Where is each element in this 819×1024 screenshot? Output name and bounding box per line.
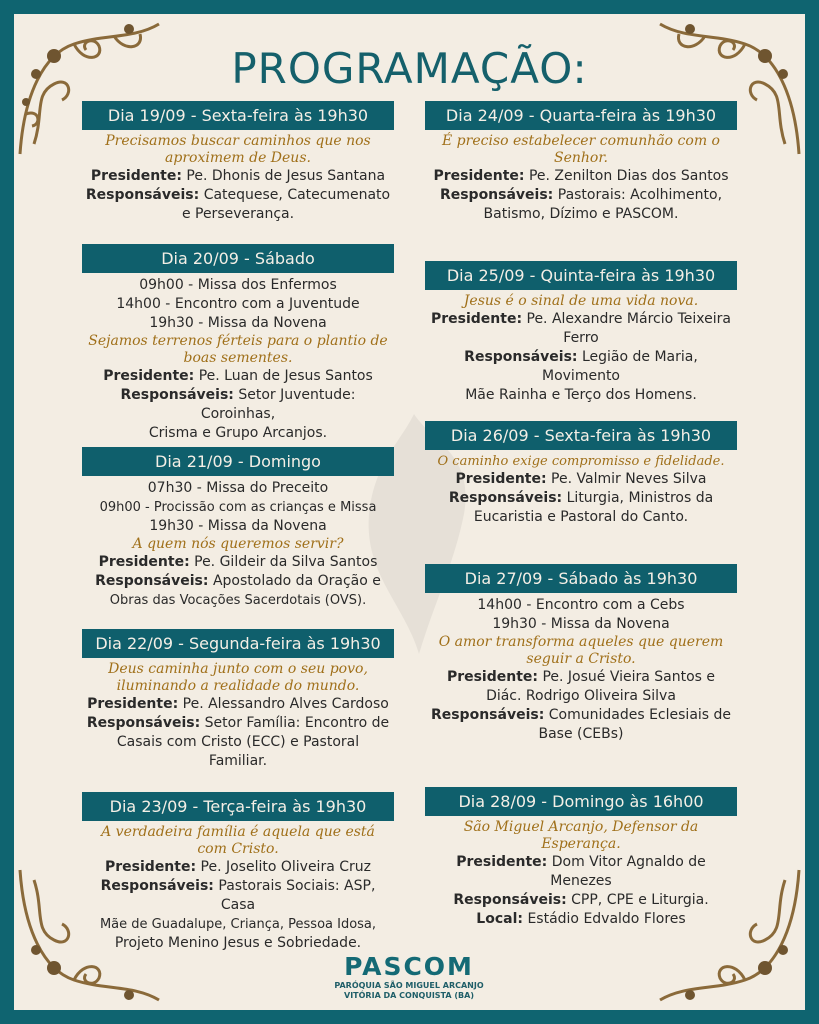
day-26-block: [425, 421, 737, 527]
day-theme: O caminho exige compromisso e fidelidade.: [437, 454, 725, 469]
responsaveis-value: CPP, CPE e Liturgia.: [571, 892, 709, 908]
day-theme: aproximem de Deus.: [165, 150, 311, 166]
pascom-footer: [324, 952, 494, 1001]
day-25-block: [425, 261, 737, 405]
responsaveis-value: Mãe de Guadalupe, Criança, Pessoa Idosa,: [99, 917, 377, 932]
presidente-value: Pe. Josué Vieira Santos e: [542, 669, 716, 685]
day-theme: O amor transforma aqueles que querem: [438, 634, 724, 650]
day-theme: com Cristo.: [197, 841, 279, 857]
schedule-item: 19h30 - Missa da Novena: [492, 616, 670, 632]
responsaveis-value: Obras das Vocações Sacerdotais (OVS).: [109, 593, 367, 608]
schedule-item: 09h00 - Procissão com as crianças e Missa: [99, 500, 377, 515]
responsaveis-value: Eucaristia e Pastoral do Canto.: [473, 509, 689, 525]
day-header: Dia 23/09 - Terça-feira às 19h30: [82, 792, 394, 821]
parish-name: PARÓQUIA SÃO MIGUEL ARCANJO: [334, 981, 484, 990]
presidente-label: Presidente:: [456, 854, 548, 870]
responsaveis-label: Responsáveis:: [453, 892, 567, 908]
day-theme: Senhor.: [554, 150, 608, 166]
local-label: Local:: [476, 911, 523, 927]
presidente-label: Presidente:: [98, 554, 190, 570]
page-title: PROGRAMAÇÃO:: [231, 44, 588, 93]
presidente-value: Pe. Gildeir da Silva Santos: [194, 554, 378, 570]
presidente-label: Presidente:: [430, 311, 523, 327]
presidente-value: Diác. Rodrigo Oliveira Silva: [486, 688, 676, 704]
responsaveis-value: Casais com Cristo (ECC) e Pastoral: [116, 734, 360, 750]
responsaveis-value: Familiar.: [208, 753, 268, 769]
responsaveis-value: Setor Família: Encontro de: [204, 715, 390, 731]
day-header: Dia 20/09 - Sábado: [82, 244, 394, 273]
responsaveis-label: Responsáveis:: [85, 187, 200, 203]
day-20-block: [82, 244, 394, 443]
presidente-value: Pe. Luan de Jesus Santos: [198, 368, 373, 384]
presidente-label: Presidente:: [90, 168, 182, 184]
schedule-item: 14h00 - Encontro com a Juventude: [116, 296, 360, 312]
responsaveis-label: Responsáveis:: [100, 878, 214, 894]
day-theme: Precisamos buscar caminhos que nos: [105, 133, 371, 149]
responsaveis-value: Mãe Rainha e Terço dos Homens.: [465, 387, 697, 403]
responsaveis-value: e Perseverança.: [181, 206, 295, 222]
poster: [14, 14, 805, 1010]
presidente-label: Presidente:: [446, 669, 538, 685]
responsaveis-value: Projeto Menino Jesus e Sobriedade.: [114, 935, 362, 951]
day-header: Dia 25/09 - Quinta-feira às 19h30: [425, 261, 737, 290]
day-header: Dia 27/09 - Sábado às 19h30: [425, 564, 737, 593]
presidente-value: Pe. Alexandre Márcio Teixeira: [526, 311, 732, 327]
responsaveis-label: Responsáveis:: [120, 387, 234, 403]
day-header: Dia 24/09 - Quarta-feira às 19h30: [425, 101, 737, 130]
day-theme: boas sementes.: [183, 350, 293, 366]
day-27-block: [425, 564, 737, 744]
presidente-value: Pe. Dhonis de Jesus Santana: [186, 168, 386, 184]
presidente-label: Presidente:: [455, 471, 547, 487]
presidente-value: Ferro: [563, 330, 599, 346]
responsaveis-value: Legião de Maria, Movimento: [542, 349, 698, 384]
presidente-value: Pe. Zenilton Dias dos Santos: [528, 168, 729, 184]
responsaveis-value: Setor Juventude: Coroinhas,: [200, 387, 356, 422]
day-header: Dia 26/09 - Sexta-feira às 19h30: [425, 421, 737, 450]
responsaveis-label: Responsáveis:: [430, 707, 545, 723]
responsaveis-value: Catequese, Catecumenato: [203, 187, 391, 203]
day-theme: A quem nós queremos servir?: [132, 536, 344, 552]
day-theme: Sejamos terrenos férteis para o plantio de: [88, 333, 388, 349]
pascom-logo: PASCOM: [344, 952, 474, 981]
responsaveis-value: Apostolado da Oração e: [212, 573, 381, 589]
day-header: Dia 21/09 - Domingo: [82, 447, 394, 476]
responsaveis-value: Base (CEBs): [538, 726, 624, 742]
day-theme: Jesus é o sinal de uma vida nova.: [463, 293, 699, 309]
presidente-value: Menezes: [550, 873, 612, 889]
responsaveis-value: Comunidades Eclesiais de: [548, 707, 732, 723]
responsaveis-value: Batismo, Dízimo e PASCOM.: [483, 206, 679, 222]
responsaveis-label: Responsáveis:: [464, 349, 578, 365]
parish-city: VITÓRIA DA CONQUISTA (BA): [344, 991, 474, 1000]
schedule-item: 19h30 - Missa da Novena: [149, 315, 327, 331]
day-23-block: [82, 792, 394, 953]
day-22-block: [82, 629, 394, 771]
day-theme: seguir a Cristo.: [526, 651, 636, 667]
presidente-label: Presidente:: [105, 859, 197, 875]
day-21-block: [82, 447, 394, 610]
responsaveis-label: Responsáveis:: [95, 573, 209, 589]
day-header: Dia 28/09 - Domingo às 16h00: [425, 787, 737, 816]
schedule-item: 07h30 - Missa do Preceito: [147, 480, 329, 496]
presidente-label: Presidente:: [87, 696, 179, 712]
day-theme: A verdadeira família é aquela que está: [101, 824, 375, 840]
day-theme: iluminando a realidade do mundo.: [116, 678, 360, 694]
presidente-label: Presidente:: [433, 168, 525, 184]
day-theme: É preciso estabelecer comunhão com o: [442, 133, 720, 149]
presidente-value: Pe. Valmir Neves Silva: [551, 471, 707, 487]
responsaveis-value: Crisma e Grupo Arcanjos.: [148, 425, 328, 441]
responsaveis-value: Pastorais: Acolhimento,: [557, 187, 723, 203]
responsaveis-label: Responsáveis:: [448, 490, 563, 506]
day-header: Dia 19/09 - Sexta-feira às 19h30: [82, 101, 394, 130]
day-theme: São Miguel Arcanjo, Defensor da: [463, 819, 699, 835]
day-theme: Esperança.: [541, 836, 621, 852]
responsaveis-value: Liturgia, Ministros da: [566, 490, 714, 506]
schedule-item: 14h00 - Encontro com a Cebs: [477, 597, 685, 613]
day-19-block: [82, 101, 394, 224]
responsaveis-label: Responsáveis:: [86, 715, 201, 731]
responsaveis-label: Responsáveis:: [439, 187, 554, 203]
day-28-block: [425, 787, 737, 929]
presidente-value: Pe. Alessandro Alves Cardoso: [182, 696, 389, 712]
responsaveis-value: Pastorais Sociais: ASP, Casa: [218, 878, 376, 913]
presidente-value: Pe. Joselito Oliveira Cruz: [200, 859, 371, 875]
presidente-value: Dom Vitor Agnaldo de: [551, 854, 706, 870]
local-value: Estádio Edvaldo Flores: [527, 911, 686, 927]
day-header: Dia 22/09 - Segunda-feira às 19h30: [82, 629, 394, 658]
day-24-block: [425, 101, 737, 224]
schedule-item: 19h30 - Missa da Novena: [149, 518, 327, 534]
day-theme: Deus caminha junto com o seu povo,: [108, 661, 368, 677]
presidente-label: Presidente:: [103, 368, 195, 384]
schedule-item: 09h00 - Missa dos Enfermos: [139, 277, 337, 293]
